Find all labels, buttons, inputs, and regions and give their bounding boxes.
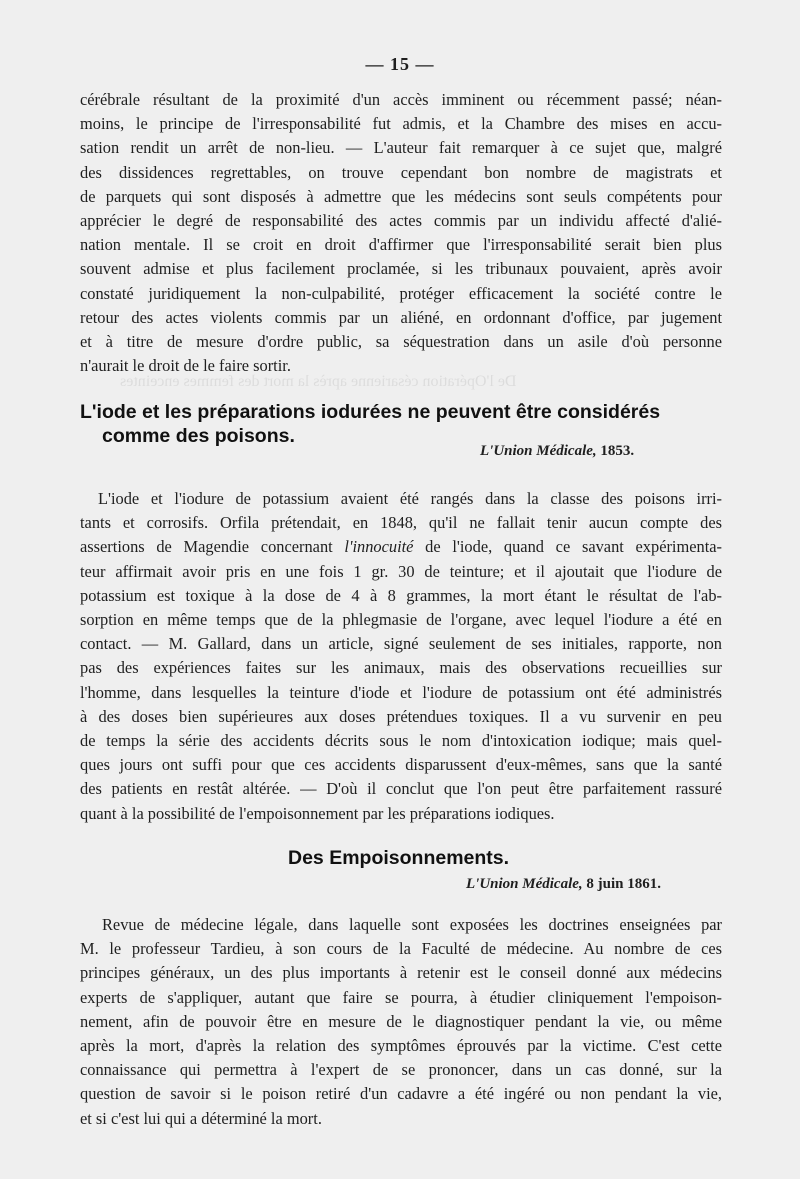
heading-line: comme des poisons. (102, 425, 295, 447)
text-line: des patients en restât altérée. — D'où il conclut que l'on peut être parfaitement rassuré (80, 779, 722, 799)
text-line: de temps la série des accidents décrits sous le nom d'intoxication iodique; mais quel- (80, 731, 722, 751)
text-line: constaté juridiquement la non-culpabilité, protéger efficacement la société contre le (80, 283, 722, 303)
heading-line: L'iode et les préparations iodurées ne peuvent être considérés (80, 401, 661, 423)
text-line: M. le professeur Tardieu, à son cours de la Faculté de médecine. Au nombre de ces (80, 939, 722, 959)
text-line: et à titre de mesure d'ordre public, sa séquestration dans un asile d'où personne (80, 332, 722, 352)
text-line: experts de s'appliquer, autant que faire se pourra, à étudier cliniquement l'empoison- (80, 987, 722, 1007)
intro-paragraph (80, 88, 722, 378)
page-number: — 15 — (365, 54, 435, 74)
text-line: sation rendit un arrêt de non-lieu. — L'auteur fait remarquer à ce sujet que, malgré (80, 138, 722, 158)
section1-paragraph (80, 487, 722, 826)
text-line: nement, afin de pouvoir être en mesure de le diagnostiquer pendant la vie, ou même (80, 1011, 722, 1031)
text-line: l'homme, dans lesquelles la teinture d'iode et l'iodure de potassium ont été administrés (80, 682, 722, 702)
text-line: quant à la possibilité de l'empoisonnement par les préparations iodiques. (80, 803, 555, 823)
text-line: L'iode et l'iodure de potassium avaient été rangés dans la classe des poisons irri- (98, 489, 722, 508)
text-line: principes généraux, un des plus importants à retenir est le conseil donné aux médecins (80, 963, 722, 983)
text-line: n'aurait le droit de le faire sortir. (80, 356, 291, 376)
bleed-through-text: De l'Opération césarienne après la mort des femmes enceintes (120, 373, 517, 390)
source-date: 1853. (600, 443, 635, 459)
text-line: question de savoir si le poison retiré d'un cadavre a été ingéré ou non pendant la vie, (80, 1084, 722, 1104)
text-line: ques jours ont suffi pour que ces accidents disparussent d'eux-mêmes, sans que la santé (80, 755, 722, 775)
text-line: à des doses bien supérieures aux doses prétendues toxiques. Il a vu survenir en peu (80, 706, 722, 726)
section-heading-empoisonnements: Des Empoisonnements. (288, 847, 510, 869)
text-line: teur affirmait avoir pris en une fois 1 gr. 30 de teinture; et il ajoutait que l'iodure de (80, 561, 722, 581)
emphasis-text: l'innocuité (344, 537, 414, 557)
text-line: cérébrale résultant de la proximité d'un accès imminent ou récemment passé; néan- (80, 90, 722, 109)
text-line: assertions de Magendie concernant l'innocuité de l'iode, quand ce savant expérimenta- (80, 537, 722, 557)
text-line: potassium est toxique à la dose de 4 à 8 grammes, la mort étant le résultat de l'ab- (80, 585, 722, 605)
text-line: après la mort, d'après la relation des symptômes éprouvés par la victime. C'est cette (80, 1036, 722, 1056)
text-line: pas des expériences faites sur les animaux, mais des observations recueillies sur (80, 658, 722, 678)
source-citation (480, 443, 634, 460)
text-line: moins, le principe de l'irresponsabilité fut admis, et la Chambre des mises en accu- (80, 114, 722, 134)
source-journal: L'Union Médicale, (466, 876, 583, 892)
text-line: des dissidences regrettables, on trouve cependant bon nombre de magistrats et (80, 162, 722, 182)
source-citation (466, 876, 661, 893)
text-line: Revue de médecine légale, dans laquelle sont exposées les doctrines enseignées par (102, 915, 722, 934)
text-line: retour des actes violents commis par un aliéné, en ordonnant d'office, par jugement (80, 307, 722, 327)
text-line: tants et corrosifs. Orfila prétendait, en 1848, qu'il ne fallait tenir aucun compte des (80, 513, 722, 533)
section-heading-iode (80, 400, 660, 448)
text-line: apprécier le degré de responsabilité des actes commis par un individu affecté d'alié- (80, 211, 722, 231)
source-journal: L'Union Médicale, (480, 443, 597, 459)
text-line: contact. — M. Gallard, dans un article, signé seulement de ses initiales, rapporte, non (80, 634, 722, 654)
text-line: sorption en même temps que de la phlegmasie de l'organe, avec lequel l'iodure a été en (80, 610, 722, 630)
text-line: nation mentale. Il se croit en droit d'affirmer que l'irresponsabilité serait bien plus (80, 235, 722, 255)
text-line: et si c'est lui qui a déterminé la mort. (80, 1108, 322, 1128)
source-date: 8 juin 1861. (586, 876, 662, 892)
section2-paragraph (80, 913, 722, 1131)
text-line: de parquets qui sont disposés à admettre que les médecins sont seuls compétents pour (80, 186, 722, 206)
text-line: souvent admise et plus facilement proclamée, si les tribunaux pouvaient, après avoir (80, 259, 722, 279)
text-line: connaissance qui permettra à l'expert de se prononcer, dans un cas donné, sur la (80, 1060, 722, 1080)
